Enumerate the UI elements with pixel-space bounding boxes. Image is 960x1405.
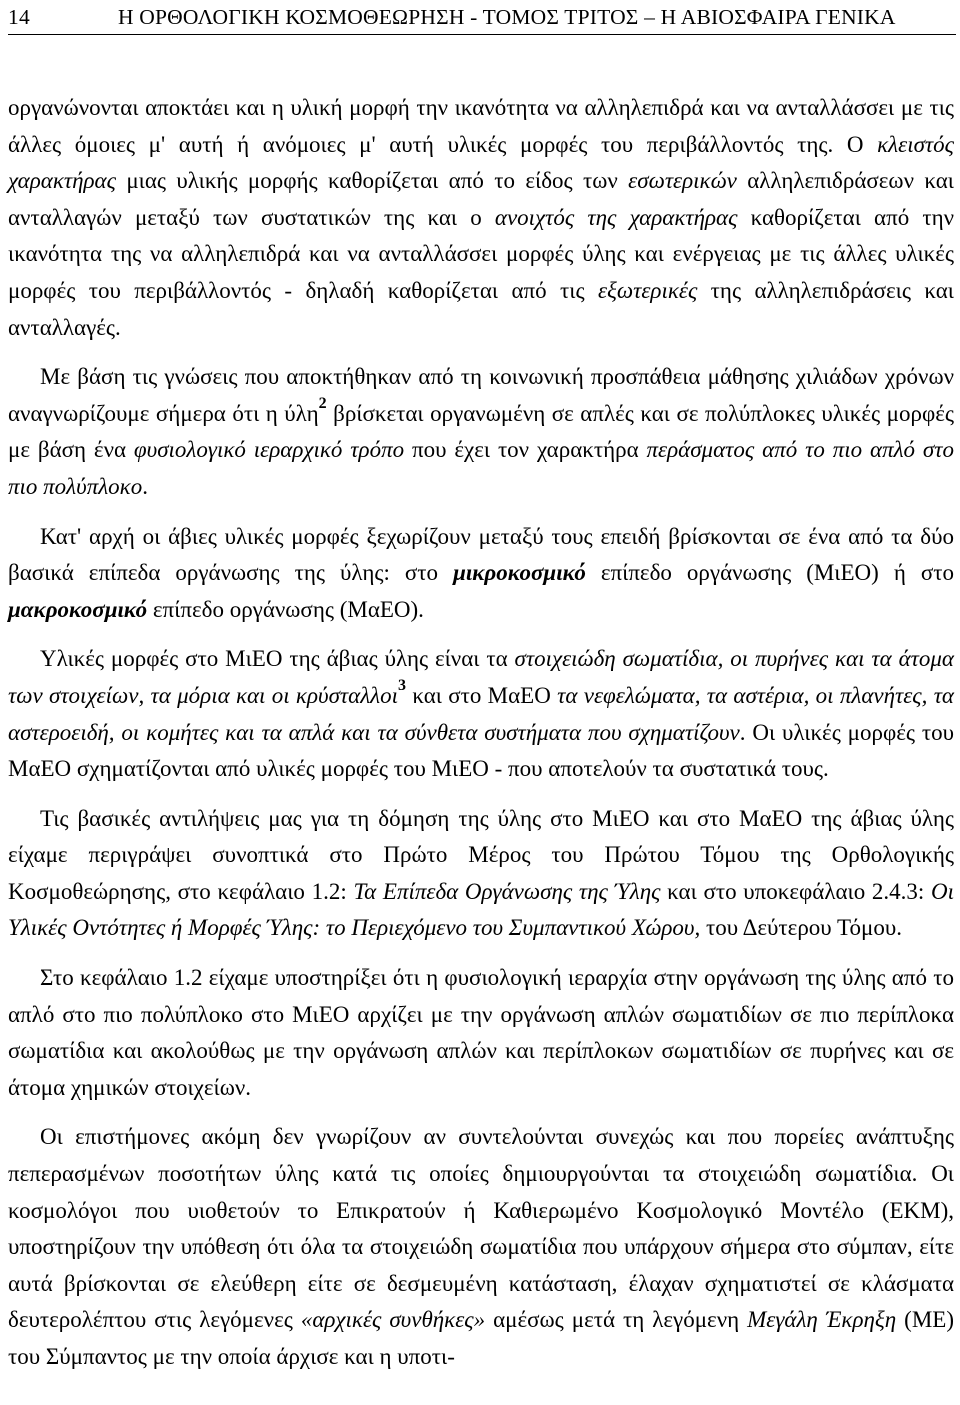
text-run: και στο ΜαΕΟ xyxy=(406,682,558,708)
text-run: εσωτερικών xyxy=(628,168,737,194)
text-run: . Οι υλικές μορφές του ΜαΕΟ σχηματίζονται από υλικές μορφές του ΜιΕΟ - που αποτελούν τα συστατικά τους. xyxy=(8,719,954,782)
running-header xyxy=(8,0,956,35)
text-run: Κατ' αρχή οι άβιες υλικές μορφές ξεχωρίζουν μεταξύ τους επειδή βρίσκονται σε ένα από τα δύο βασικά επίπεδα οργάνωσης της ύλης: στο xyxy=(8,523,954,586)
text-run: Οι επιστήμονες ακόμη δεν γνωρίζουν αν συντελούνται συνεχώς και που πορείες ανάπτυξης πεπερασμένων ποσοτήτων ύλης κατά τις οποίες δημιουργούνται τα στοιχειώδη σωματίδια. Οι κοσμολόγοι που υιοθετούν το Επικρατούν ή Καθιερωμένο Κοσμολογικό Μοντέλο (ΕΚΜ), υποστηρίζουν την υπόθεση ότι όλα τα στοιχειώδη σωματίδια που υπάρχουν σήμερα στο σύμπαν, είτε αυτά βρίσκονται σε ελεύθερη είτε σε δεσμευμένη κατάσταση, έλαχαν σχηματιστεί σε κλάσματα δευτερολέπτου στις λεγόμενες xyxy=(8,1124,954,1333)
text-run: φυσιολογικό ιεραρχικό τρόπο xyxy=(133,437,405,463)
paragraph xyxy=(8,641,954,787)
text-run: κλειστός χαρακτήρας xyxy=(8,131,954,194)
text-run: της αλληλεπιδράσεις και ανταλλαγές. xyxy=(8,277,954,340)
text-run: ανοιχτός της χαρακτήρας xyxy=(494,204,738,230)
paragraph xyxy=(8,519,954,629)
text-run: επίπεδο οργάνωσης (ΜαΕΟ). xyxy=(147,596,424,622)
text-run: Υλικές μορφές στο ΜιΕΟ της άβιας ύλης είναι τα xyxy=(40,646,515,672)
text-run: Τα Επίπεδα Οργάνωσης της Ύλης xyxy=(353,878,661,904)
paragraph xyxy=(8,90,954,346)
body-text xyxy=(8,90,954,1376)
page-number: 14 xyxy=(8,4,30,29)
footnote-marker: 2 xyxy=(318,394,327,412)
text-run: στοιχειώδη σωματίδια, οι πυρήνες και τα άτομα των στοιχείων, τα μόρια και οι κρύσταλλοι xyxy=(8,646,954,708)
text-run: Με βάση τις γνώσεις που αποκτήθηκαν από τη κοινωνική προσπάθεια μάθησης χιλιάδων χρόνων αναγνωρίζουμε σήμερα ότι η ύλη xyxy=(8,364,954,426)
text-run: μακροκοσμικό xyxy=(8,596,148,622)
text-run: εξωτερικές xyxy=(597,277,698,303)
text-run: αλληλεπιδράσεων και ανταλλαγών μεταξύ των συστατικών της και ο xyxy=(8,168,954,230)
text-run: «αρχικές συνθήκες» xyxy=(300,1307,486,1333)
paragraph xyxy=(8,960,954,1106)
text-run: (ΜΕ) του Σύμπαντος με την οποία άρχισε και η υποτι- xyxy=(8,1307,954,1369)
text-run: Οι Υλικές Οντότητες ή Μορφές Ύλης: το Περιεχόμενο του Συμπαντικού Χώρου, xyxy=(8,878,954,941)
text-run: περάσματος από το πιο απλό στο πιο πολύπλοκο xyxy=(8,437,955,499)
text-run: και στο υποκεφάλαιο 2.4.3: xyxy=(660,878,931,904)
text-run: του Δεύτερου Τόμου. xyxy=(700,915,902,941)
text-run: μικροκοσμικό xyxy=(453,560,586,586)
text-run: μιας υλικής μορφής καθορίζεται από το είδος των xyxy=(115,168,629,194)
text-run: που έχει τον χαρακτήρα xyxy=(404,437,647,463)
text-run: επίπεδο οργάνωσης (ΜιΕΟ) ή στο xyxy=(585,560,954,586)
text-run: βρίσκεται οργανωμένη σε απλές και σε πολύπλοκες υλικές μορφές με βάση ένα xyxy=(8,400,954,463)
text-run: Τις βασικές αντιλήψεις μας για τη δόμηση της ύλης στο ΜιΕΟ και στο ΜαΕΟ της άβιας ύλης είχαμε περιγράψει συνοπτικά στο Πρώτο Μέρος του Πρώτου Τόμου της Ορθολογικής Κοσμοθεώρησης, στο κεφάλαιο 1.2: xyxy=(8,805,954,904)
paragraph xyxy=(8,1119,954,1375)
footnote-marker: 3 xyxy=(398,676,407,694)
text-run: Στο κεφάλαιο 1.2 είχαμε υποστηρίξει ότι η φυσιολογική ιεραρχία στην οργάνωση της ύλης από το απλό στο πιο πολύπλοκο στο ΜιΕΟ αρχίζει με την οργάνωση απλών σωματιδίων σε πιο περίπλοκα σωματίδια και ακολούθως με την οργάνωση απλών και περίπλοκων σωματιδίων σε πυρήνες και σε άτομα χημικών στοιχείων. xyxy=(8,965,954,1100)
text-run: οργανώνονται αποκτάει και η υλική μορφή την ικανότητα να αλληλεπιδρά και να ανταλλάσσει με τις άλλες όμοιες μ' αυτή ή ανόμοιες μ' αυτή υλικές μορφές του περιβάλλοντός της. Ο xyxy=(8,95,954,157)
text-run: . xyxy=(142,473,148,499)
text-run: αμέσως μετά τη λεγόμενη xyxy=(485,1307,748,1333)
text-run: Μεγάλη Έκρηξη xyxy=(747,1307,897,1333)
running-title: Η ΟΡΘΟΛΟΓΙΚΗ ΚΟΣΜΟΘΕΩΡΗΣΗ - ΤΟΜΟΣ ΤΡΙΤΟΣ – Η ΑΒΙΟΣΦΑΙΡΑ ΓΕΝΙΚΑ xyxy=(118,4,896,29)
paragraph xyxy=(8,801,954,947)
paragraph xyxy=(8,359,954,505)
text-run: καθορίζεται από την ικανότητα της να αλληλεπιδρά και να ανταλλάσσει μορφές ύλης και ενέργειας με τις άλλες υλικές μορφές του περιβάλλοντός - δηλαδή καθορίζεται από τις xyxy=(8,204,955,303)
text-run: τα νεφελώματα, τα αστέρια, οι πλανήτες, τα αστεροειδή, οι κομήτες και τα απλά και τα σύνθετα συστήματα που σχηματίζουν xyxy=(8,682,954,745)
